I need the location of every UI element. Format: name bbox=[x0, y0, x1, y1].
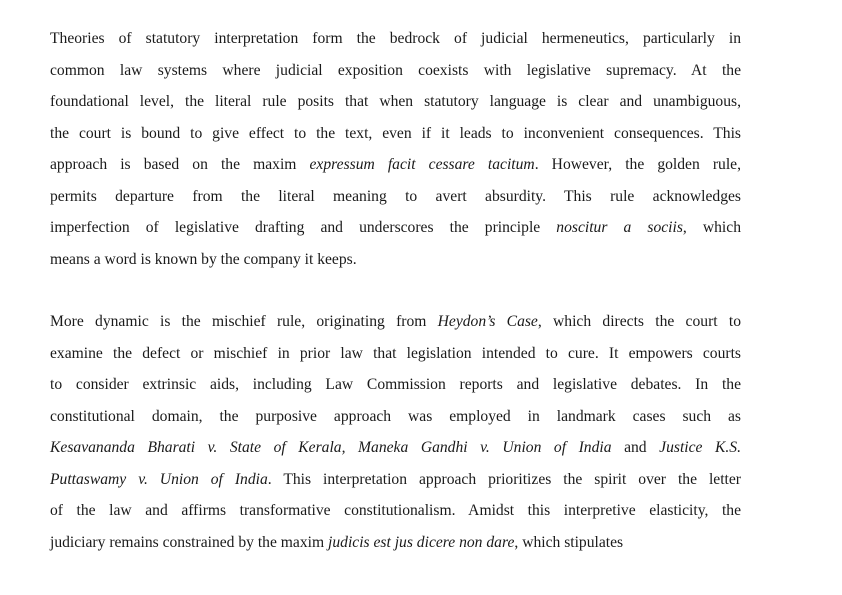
italic-text: judicis est jus dicere non dare bbox=[328, 533, 515, 551]
text-run: Theories of statutory interpretation form the bedrock of judicial hermeneutics, particularly in bbox=[50, 30, 741, 47]
text-run: , which directs the court to bbox=[537, 313, 741, 330]
text-run: common law systems where judicial exposition coexists with legislative supremacy. At the bbox=[50, 61, 741, 79]
italic-text: Puttaswamy v. Union of India bbox=[50, 470, 268, 488]
text-run: and bbox=[611, 439, 660, 456]
paragraph-1 bbox=[50, 23, 741, 275]
text-run: the court is bound to give effect to the text, even if it leads to inconvenient consequences. This bbox=[50, 124, 741, 142]
text-line bbox=[50, 369, 741, 401]
text-line bbox=[50, 306, 741, 338]
text-run: foundational level, the literal rule posits that when statutory language is clear and unambiguous, bbox=[50, 93, 741, 110]
paragraph-2 bbox=[50, 306, 741, 558]
text-run: constitutional domain, the purposive approach was employed in landmark cases such as bbox=[50, 407, 741, 425]
text-run: . This interpretation approach prioritizes the spirit over the letter bbox=[267, 470, 741, 488]
text-line bbox=[50, 149, 741, 181]
text-run: approach is based on the maxim bbox=[50, 156, 310, 173]
text-line bbox=[50, 118, 741, 150]
text-line bbox=[50, 244, 741, 276]
text-run: More dynamic is the mischief rule, originating from bbox=[50, 313, 438, 330]
text-run: judiciary remains constrained by the maxim bbox=[50, 533, 329, 551]
text-run: . However, the golden rule, bbox=[534, 156, 741, 173]
italic-text: expressum facit cessare tacitum bbox=[309, 156, 535, 173]
text-line bbox=[50, 527, 741, 559]
italic-text: Justice K.S. bbox=[659, 439, 741, 456]
text-run: , which bbox=[682, 219, 741, 236]
italic-text: Heydon’s Case bbox=[437, 313, 538, 330]
text-run: means a word is known by the company it keeps. bbox=[50, 250, 357, 268]
text-line bbox=[50, 495, 741, 527]
text-line bbox=[50, 55, 741, 87]
text-line bbox=[50, 23, 741, 55]
text-run: to consider extrinsic aids, including Law Commission reports and legislative debates. In the bbox=[50, 376, 741, 393]
text-line bbox=[50, 212, 741, 244]
italic-text: Kesavananda Bharati v. State of Kerala, Maneka Gandhi v. Union of India bbox=[50, 439, 612, 456]
text-run: examine the defect or mischief in prior law that legislation intended to cure. It empowers courts bbox=[50, 344, 741, 362]
text-run: permits departure from the literal meaning to avert absurdity. This rule acknowledges bbox=[50, 187, 741, 205]
text-run: of the law and affirms transformative constitutionalism. Amidst this interpretive elasticity, the bbox=[50, 502, 741, 519]
text-line bbox=[50, 338, 741, 370]
text-line bbox=[50, 464, 741, 496]
text-line bbox=[50, 401, 741, 433]
italic-text: noscitur a sociis bbox=[556, 219, 683, 236]
document-page bbox=[50, 23, 741, 558]
text-line bbox=[50, 181, 741, 213]
text-run: imperfection of legislative drafting and underscores the principle bbox=[50, 219, 557, 236]
text-line bbox=[50, 432, 741, 464]
text-run: , which stipulates bbox=[514, 533, 624, 551]
text-line bbox=[50, 86, 741, 118]
